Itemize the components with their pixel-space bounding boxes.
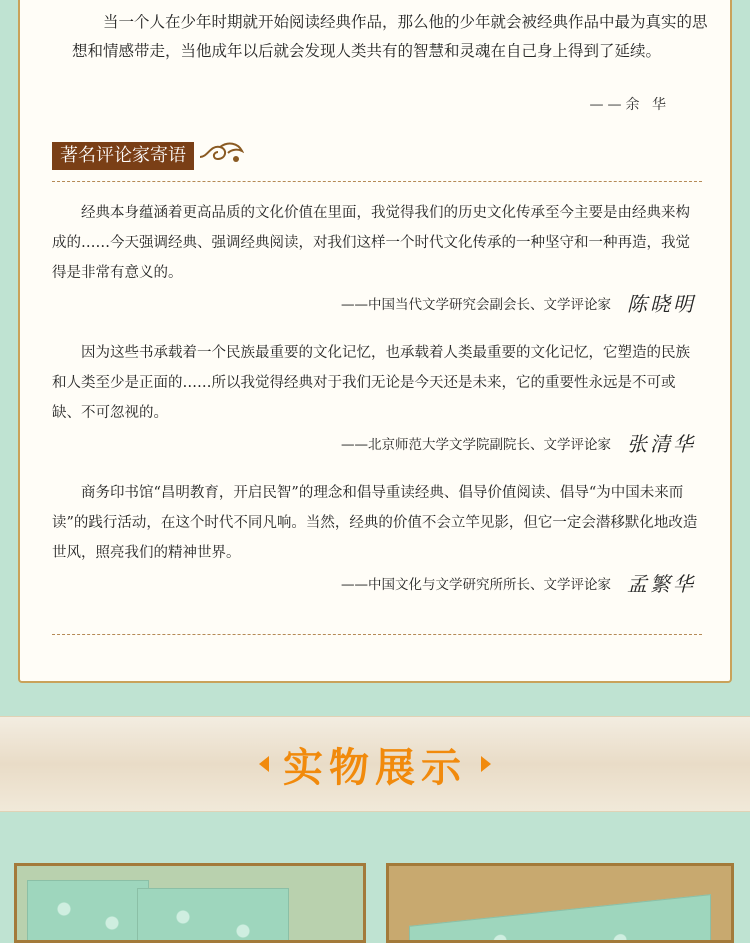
quote-1-attribution bbox=[341, 288, 696, 317]
divider-bottom bbox=[52, 634, 702, 635]
banner-title: 实物展示 bbox=[283, 744, 467, 791]
quote-3-signature: 孟繁华 bbox=[627, 572, 696, 596]
quote-1-text: 经典本身蕴涵着更高品质的文化价值在里面，我觉得我们的历史文化传承至今主要是由经典来构成的……今天强调经典、强调经典阅读，对我们这样一个时代文化传承的一种坚守和一种再造，我觉得是非常有意义的。 bbox=[52, 205, 690, 281]
swirl-ornament-icon bbox=[198, 139, 244, 173]
divider-top bbox=[52, 181, 702, 182]
product-photo-left bbox=[14, 863, 366, 943]
quote-3-attribution bbox=[341, 568, 696, 597]
book-cover bbox=[137, 888, 289, 943]
book-cover bbox=[27, 880, 149, 943]
quote-2-attribution bbox=[341, 428, 696, 457]
intro-signature: ——余 华 bbox=[589, 97, 670, 113]
quote-3-source: ——中国文化与文学研究所所长、文学评论家 bbox=[341, 576, 611, 593]
quote-2-text: 因为这些书承载着一个民族最重要的文化记忆，也承载着人类最重要的文化记忆，它塑造的民族和人类至少是正面的……所以我觉得经典对于我们无论是今天还是未来，它的重要性永远是不可或缺、不可忽视的。 bbox=[52, 345, 690, 421]
triangle-right-icon bbox=[481, 756, 491, 772]
quote-3-text: 商务印书馆“昌明教育，开启民智”的理念和倡导重读经典、倡导价值阅读、倡导“为中国未来而读”的践行活动，在这个时代不同凡响。当然，经典的价值不会立竿见影，但它一定会潜移默化地改造世风，照亮我们的精神世界。 bbox=[52, 485, 698, 561]
quote-1-source: ——中国当代文学研究会副会长、文学评论家 bbox=[341, 296, 611, 313]
book-cover bbox=[409, 894, 711, 943]
quote-1-signature: 陈晓明 bbox=[627, 292, 696, 316]
intro-quote: 当一个人在少年时期就开始阅读经典作品，那么他的少年就会被经典作品中最为真实的思想和情感带走，当他成年以后就会发现人类共有的智慧和灵魂在自己身上得到了延续。 bbox=[72, 13, 708, 60]
triangle-left-icon bbox=[259, 756, 269, 772]
quote-2-source: ——北京师范大学文学院副院长、文学评论家 bbox=[341, 436, 611, 453]
product-display-banner bbox=[0, 716, 750, 812]
product-photo-right bbox=[386, 863, 734, 943]
section-header bbox=[52, 139, 244, 173]
section-title: 著名评论家寄语 bbox=[52, 142, 194, 170]
quote-2-signature: 张清华 bbox=[627, 432, 696, 456]
